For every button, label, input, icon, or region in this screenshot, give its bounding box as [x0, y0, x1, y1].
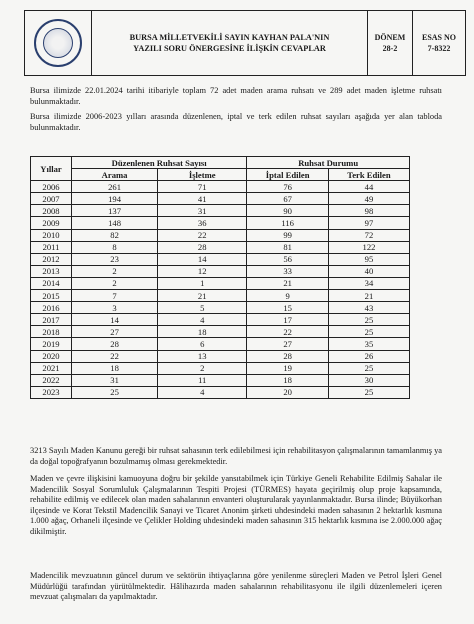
cell-isletme: 11: [158, 374, 247, 386]
col-header-years: Yıllar: [31, 157, 72, 181]
cell-isletme: 13: [158, 350, 247, 362]
cell-iptal: 81: [247, 241, 329, 253]
cell-arama: 28: [72, 338, 158, 350]
document-header: [24, 10, 466, 76]
cell-isletme: 12: [158, 265, 247, 277]
cell-isletme: 18: [158, 326, 247, 338]
cell-arama: 14: [72, 314, 158, 326]
cell-iptal: 9: [247, 290, 329, 302]
cell-terk: 72: [328, 229, 409, 241]
cell-iptal: 18: [247, 374, 329, 386]
cell-year: 2015: [31, 290, 72, 302]
cell-iptal: 76: [247, 181, 329, 193]
cell-year: 2022: [31, 374, 72, 386]
table-row: [31, 374, 410, 386]
cell-year: 2019: [31, 338, 72, 350]
intro-paragraph-2: Bursa ilimizde 2006-2023 yılları arasında düzenlenen, iptal ve terk edilen ruhsat sayıları aşağıda yer alan tabloda bulunmaktadır.: [30, 112, 442, 132]
donem-value: 28-2: [382, 44, 398, 53]
license-table: [30, 156, 410, 399]
cell-arama: 27: [72, 326, 158, 338]
header-title-line2: YAZILI SORU ÖNERGESİNE İLİŞKİN CEVAPLAR: [133, 44, 326, 53]
cell-terk: 25: [328, 326, 409, 338]
cell-isletme: 36: [158, 217, 247, 229]
cell-year: 2018: [31, 326, 72, 338]
cell-year: 2008: [31, 205, 72, 217]
cell-terk: 25: [328, 386, 409, 398]
cell-year: 2010: [31, 229, 72, 241]
cell-iptal: 99: [247, 229, 329, 241]
table-row: [31, 265, 410, 277]
cell-iptal: 19: [247, 362, 329, 374]
table-row: [31, 386, 410, 398]
cell-year: 2006: [31, 181, 72, 193]
cell-terk: 26: [328, 350, 409, 362]
table-row: [31, 314, 410, 326]
col-header-iptal: İptal Edilen: [247, 169, 329, 181]
cell-isletme: 2: [158, 362, 247, 374]
cell-year: 2013: [31, 265, 72, 277]
table-row: [31, 277, 410, 289]
cell-isletme: 21: [158, 290, 247, 302]
cell-isletme: 5: [158, 302, 247, 314]
cell-iptal: 15: [247, 302, 329, 314]
cell-iptal: 27: [247, 338, 329, 350]
cell-isletme: 28: [158, 241, 247, 253]
cell-isletme: 6: [158, 338, 247, 350]
cell-isletme: 41: [158, 193, 247, 205]
cell-arama: 261: [72, 181, 158, 193]
cell-isletme: 4: [158, 314, 247, 326]
group-header-issued: Düzenlenen Ruhsat Sayısı: [72, 157, 247, 169]
cell-arama: 25: [72, 386, 158, 398]
cell-year: 2009: [31, 217, 72, 229]
table-row: [31, 302, 410, 314]
cell-terk: 44: [328, 181, 409, 193]
cell-iptal: 21: [247, 277, 329, 289]
header-title: [92, 11, 368, 75]
cell-year: 2016: [31, 302, 72, 314]
cell-iptal: 116: [247, 217, 329, 229]
cell-iptal: 20: [247, 386, 329, 398]
cell-year: 2014: [31, 277, 72, 289]
table-row: [31, 362, 410, 374]
cell-year: 2011: [31, 241, 72, 253]
cell-arama: 2: [72, 277, 158, 289]
table-row: [31, 217, 410, 229]
cell-arama: 18: [72, 362, 158, 374]
header-title-line1: BURSA MİLLETVEKİLİ SAYIN KAYHAN PALA'NIN: [129, 33, 330, 42]
cell-year: 2020: [31, 350, 72, 362]
esas-value: 7-8322: [427, 44, 451, 53]
cell-arama: 22: [72, 350, 158, 362]
col-header-isletme: İşletme: [158, 169, 247, 181]
cell-terk: 30: [328, 374, 409, 386]
table-row: [31, 290, 410, 302]
cell-terk: 95: [328, 253, 409, 265]
table-row: [31, 181, 410, 193]
cell-terk: 98: [328, 205, 409, 217]
cell-isletme: 22: [158, 229, 247, 241]
cell-iptal: 67: [247, 193, 329, 205]
cell-terk: 49: [328, 193, 409, 205]
ministry-seal-logo: [34, 19, 82, 67]
cell-isletme: 4: [158, 386, 247, 398]
cell-terk: 34: [328, 277, 409, 289]
cell-year: 2023: [31, 386, 72, 398]
cell-year: 2012: [31, 253, 72, 265]
cell-iptal: 22: [247, 326, 329, 338]
cell-iptal: 56: [247, 253, 329, 265]
donem-label: DÖNEM: [374, 33, 406, 42]
esas-label: ESAS NO: [421, 33, 456, 42]
logo-cell: [25, 11, 92, 75]
cell-year: 2021: [31, 362, 72, 374]
cell-terk: 25: [328, 362, 409, 374]
cell-terk: 97: [328, 217, 409, 229]
cell-arama: 8: [72, 241, 158, 253]
cell-arama: 82: [72, 229, 158, 241]
group-header-status: Ruhsat Durumu: [247, 157, 410, 169]
col-header-terk: Terk Edilen: [328, 169, 409, 181]
cell-terk: 40: [328, 265, 409, 277]
cell-terk: 21: [328, 290, 409, 302]
cell-arama: 7: [72, 290, 158, 302]
paragraph-legislation: Madencilik mevzuatının güncel durum ve sektörün ihtiyaçlarına göre yenilenme süreçleri Maden ve Petrol İşleri Genel Müdürlüğü tarafından yürütülmektedir. Hâlihazırda maden sahalarının rehabilitasyonu ile ilgili düzenlemeleri içeren mevzuat çalışmaları da yapılmaktadır.: [30, 571, 442, 602]
donem-cell: [368, 11, 413, 75]
cell-arama: 2: [72, 265, 158, 277]
table-row: [31, 205, 410, 217]
cell-year: 2007: [31, 193, 72, 205]
paragraph-turmes: Maden ve çevre ilişkisini kamuoyuna doğru bir şekilde yansıtabilmek için Türkiye Geneli Rehabilite Edilmiş Sahalar ile Madencilik Sosyal Sorumluluk Çalışmalarının Tespiti Projesi (TÜRMES) hayata geçirilmiş olup proje kapsamında, rehabilite edilmiş ve edilecek olan maden sahalarının envanteri oluşturularak yayınlanmaktadır. Bursa ilinde; Büyükorhan ilçesinde ve Korat Tekstil Madencilik Sanayi ve Ticaret Anonim şirketi uhdesindeki maden sahasının 2 hektarlık kısmına 1.000 ağaç, Orhaneli ilçesinde ve Çelikler Holding uhdesindeki maden sahasının 315 hektarlık kısmına ise 2.000.000 ağaç dikilmiştir.: [30, 474, 442, 536]
table-row: [31, 350, 410, 362]
cell-iptal: 33: [247, 265, 329, 277]
cell-year: 2017: [31, 314, 72, 326]
cell-iptal: 17: [247, 314, 329, 326]
esas-cell: [413, 11, 465, 75]
cell-iptal: 90: [247, 205, 329, 217]
cell-isletme: 31: [158, 205, 247, 217]
table-row: [31, 229, 410, 241]
cell-terk: 25: [328, 314, 409, 326]
col-header-arama: Arama: [72, 169, 158, 181]
cell-arama: 31: [72, 374, 158, 386]
cell-arama: 194: [72, 193, 158, 205]
intro-paragraph-1: Bursa ilimizde 22.01.2024 tarihi itibariyle toplam 72 adet maden arama ruhsatı ve 289 adet maden işletme ruhsatı bulunmaktadır.: [30, 86, 442, 106]
table-row: [31, 241, 410, 253]
table-row: [31, 338, 410, 350]
paragraph-law: 3213 Sayılı Maden Kanunu gereği bir ruhsat sahasının terk edilebilmesi için rehabilitasyon çalışmalarının tamamlanmış ya da doğal topoğrafyanın bozulmamış olması gerekmektedir.: [30, 446, 442, 466]
table-row: [31, 326, 410, 338]
cell-isletme: 14: [158, 253, 247, 265]
table-row: [31, 253, 410, 265]
cell-isletme: 71: [158, 181, 247, 193]
cell-arama: 23: [72, 253, 158, 265]
cell-arama: 3: [72, 302, 158, 314]
cell-terk: 35: [328, 338, 409, 350]
cell-arama: 148: [72, 217, 158, 229]
cell-arama: 137: [72, 205, 158, 217]
cell-terk: 122: [328, 241, 409, 253]
cell-terk: 43: [328, 302, 409, 314]
table-row: [31, 193, 410, 205]
cell-isletme: 1: [158, 277, 247, 289]
cell-iptal: 28: [247, 350, 329, 362]
